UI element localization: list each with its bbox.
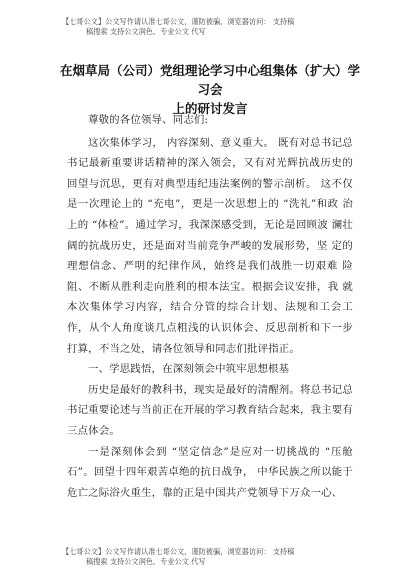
header-note-line-1: 【七哥公文】公文写作请认准七哥公文，谨防被骗，浏览器访问： 支持稿	[62, 17, 295, 26]
paragraph-intro: 这次集体学习， 内容深刻、意义重大。 既有对总书记总 书记最新重要讲话精神的深入领会，又有对光辉抗战历史的 回望与沉思，更有对典型违纪违法案例的警示剖析。 这不仅 是一次理论上的 “充电”，更是一次思想上的 “洗礼”和政 治上的 “体检”。通过学习，我深深感受到，无论是回顾波 澜壮阔的抗战历史，还是面对当前竞争严峻的发展形势，坚 定的理想信念、严明的纪律作风，始终是我们战胜一切艰难 险阻、不断从胜利走向胜利的根本法宝。根据会议安排，我 就本次集体学习内容，结合分管的综合计划、法规和工会工 作，从个人角度谈几点粗浅的认识体会、反思剖析和下一步 打算，不当之处，请各位领导和同志们批评指正。	[67, 136, 353, 355]
header-note-line-2: 稿搜索 支持公文润色、专业公文 代写	[86, 27, 206, 36]
document-title-line-2: 上的研讨发言	[172, 101, 248, 116]
salutation: 尊敬的各位领导、同志们:	[88, 114, 209, 126]
document-title-line-1: 在烟草局（公司）党组理论学习中心组集体（扩大）学习会	[60, 63, 361, 97]
paragraph-point-1: 一是深刻体会到 “坚定信念”是应对一切挑战的 “压舱石”。回望十四年艰苦卓绝的抗日战争， 中华民族之所以能于危亡之际浴火重生，靠的正是中国共产党领导下万众一心、	[67, 445, 353, 499]
footer-note-line-1: 【七哥公文】公文写作请认准七哥公文，谨防被骗，浏览器访问： 支持稿	[62, 547, 295, 556]
footer-note-line-2: 稿搜索 支持公文润色、专业公文 代写	[86, 557, 206, 566]
section-heading-1: 一、学思践悟，在深刻领会中筑牢思想根基	[88, 363, 290, 376]
document-body	[67, 110, 353, 503]
paragraph-history: 历史是最好的教科书，现实是最好的清醒剂。将总书记总书记重要论述与当前正在开展的学习教育结合起来，我主要有三点体会。	[67, 383, 353, 437]
header-watermark-note	[62, 17, 362, 37]
footer-watermark-note	[62, 547, 362, 567]
